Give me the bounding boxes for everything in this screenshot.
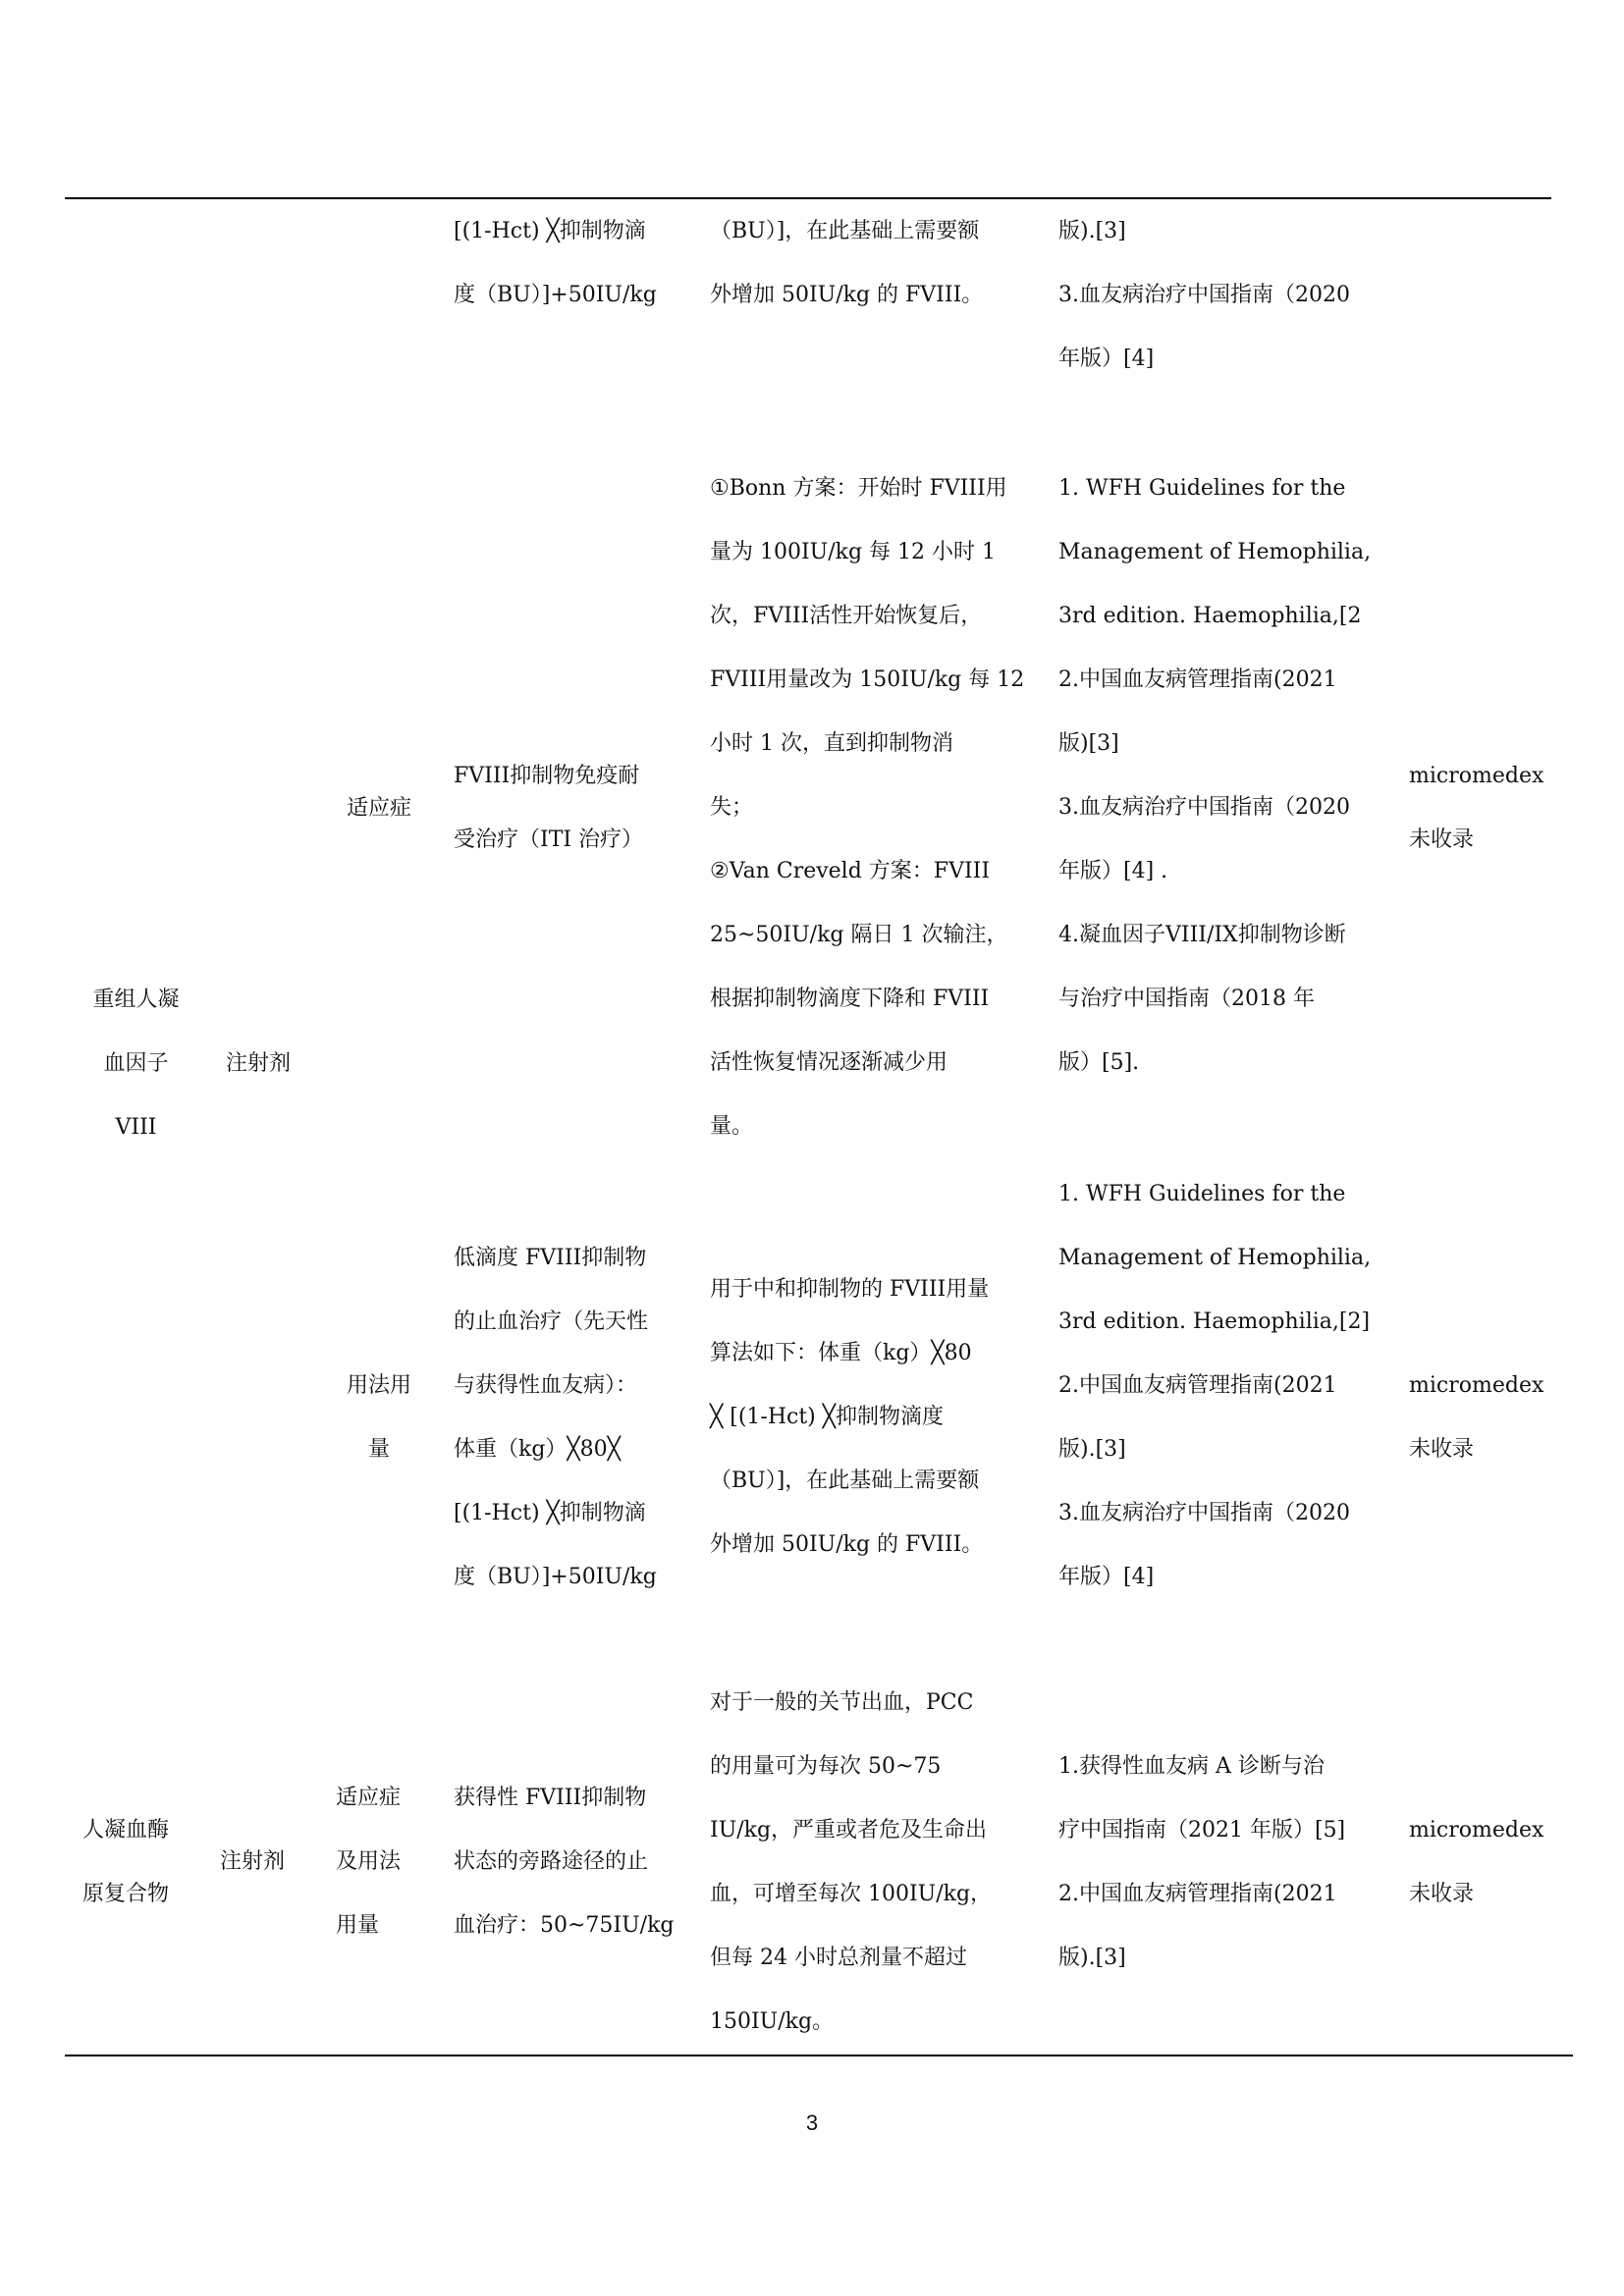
row3-content-cell: 低滴度 FVIII抑制物 的止血治疗（先天性 与获得性血友病）： 体重（kg）╳80╳ [(1-Hct) ╳抑制物滴 度（BU）]+50IU/kg bbox=[454, 1246, 657, 1589]
table-bottom-rule bbox=[65, 2055, 1573, 2056]
row1-category-cell: 适应症 bbox=[346, 796, 411, 821]
row1-content-cell: FVIII抑制物免疫耐 受治疗（ITI 治疗） bbox=[454, 764, 644, 852]
row4-micromedex-cell: micromedex 未收录 bbox=[1409, 1818, 1544, 1906]
drug-name-pcc: 人凝血酶 原复合物 bbox=[82, 1818, 170, 1906]
row3-micromedex-cell: micromedex 未收录 bbox=[1409, 1373, 1544, 1462]
row4-category-cell: 适应症 及用法 用量 bbox=[336, 1786, 402, 1938]
row0-detail-cell: （BU）]，在此基础上需要额 外增加 50IU/kg 的 FVIII。 bbox=[710, 219, 984, 307]
drug-name-recombinant-fviii: 重组人凝 血因子 VIII bbox=[92, 988, 180, 1140]
row0-references-cell: 版).[3] 3.血友病治疗中国指南（2020 年版）[4] bbox=[1058, 219, 1350, 371]
row4-references-cell: 1.获得性血友病 A 诊断与治 疗中国指南（2021 年版）[5] 2.中国血友病管理指南(2021 版).[3] bbox=[1058, 1754, 1346, 1970]
row1-micromedex-cell: micromedex 未收录 bbox=[1409, 764, 1544, 852]
row3-category-cell: 用法用 量 bbox=[346, 1373, 411, 1462]
row3-detail-cell: 用于中和抑制物的 FVIII用量 算法如下：体重（kg）╳80 ╳ [(1-Hct) ╳抑制物滴度 （BU）]，在此基础上需要额 外增加 50IU/kg 的 FVIII。 bbox=[710, 1277, 990, 1557]
dosage-form-injection-2: 注射剂 bbox=[220, 1849, 286, 1874]
row4-detail-cell: 对于一般的关节出血，PCC 的用量可为每次 50~75 IU/kg，严重或者危及生命出 血，可增至每次 100IU/kg， 但每 24 小时总剂量不超过 150IU/kg。 bbox=[710, 1690, 993, 2034]
dosage-form-injection-1: 注射剂 bbox=[226, 1051, 292, 1076]
row1-detail-cell: ①Bonn 方案：开始时 FVIII用 量为 100IU/kg 每 12 小时 1 次，FVIII活性开始恢复后， FVIII用量改为 150IU/kg 每 12 小时 1 次，直到抑制物消 失； ②Van Creveld 方案：FVIII 25~50IU/kg 隔日 1 次输注， 根据抑制物滴度下降和 FVIII 活性恢复情况逐渐减少用 量。 bbox=[710, 476, 1025, 1139]
row0-content-cell: [(1-Hct) ╳抑制物滴 度（BU）]+50IU/kg bbox=[454, 219, 657, 307]
row4-content-cell: 获得性 FVIII抑制物 状态的旁路途径的止 血治疗：50~75IU/kg bbox=[454, 1786, 675, 1938]
page-number: 3 bbox=[805, 2110, 819, 2135]
row3-references-cell: 1. WFH Guidelines for the Management of Hemophilia, 3rd edition. Haemophilia,[2] 2.中国血友病管理指南(2021 版).[3] 3.血友病治疗中国指南（2020 年版）[4] bbox=[1058, 1182, 1372, 1589]
row1-references-cell: 1. WFH Guidelines for the Management of Hemophilia, 3rd edition. Haemophilia,[2 2.中国血友病管理指南(2021 版)[3] 3.血友病治疗中国指南（2020 年版）[4] . 4.凝血因子VIII/IX抑制物诊断 与治疗中国指南（2018 年 版）[5]. bbox=[1058, 476, 1372, 1075]
